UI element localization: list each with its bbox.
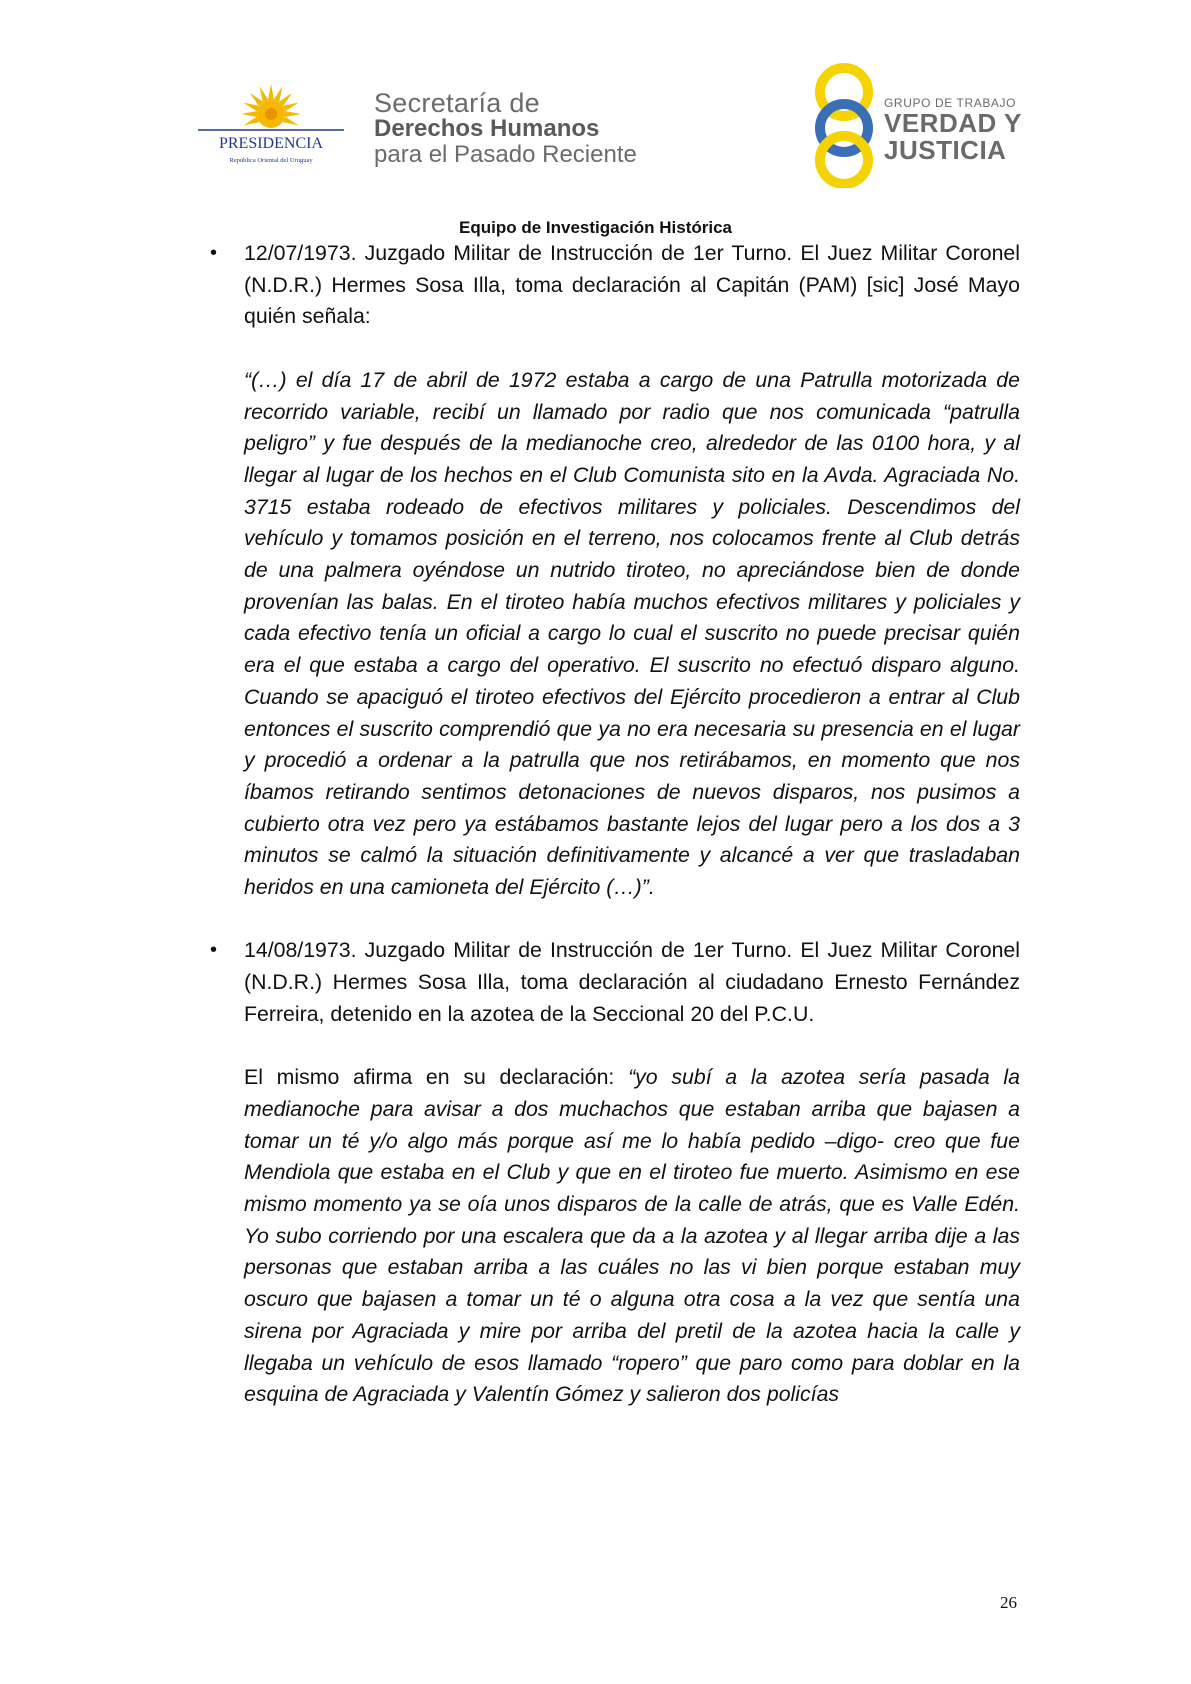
justicia-label: JUSTICIA [884, 135, 1007, 165]
secretaria-line-3: para el Pasado Reciente [374, 141, 637, 168]
presidencia-label: PRESIDENCIA [218, 135, 324, 152]
grupo-de-trabajo-label: GRUPO DE TRABAJO [884, 96, 1017, 110]
bullet-icon: • [210, 242, 218, 264]
entry-2-quote-lead: El mismo afirma en su declaración: [244, 1065, 629, 1090]
entry-2-quote-paragraph [244, 1062, 1020, 1411]
page-number: 26 [1000, 1593, 1017, 1612]
bullet-icon: • [210, 939, 218, 962]
republica-label: República Oriental del Uruguay [229, 157, 313, 164]
verdad-y-label: VERDAD Y [884, 108, 1022, 138]
entry-2-quote: “yo subí a la azotea sería pasada la medianoche para avisar a dos muchachos que estaban arriba que bajasen a tomar un té y/o algo más porque así me lo había pedido –digo- creo que fue Mendiola que estaba en el Club y que en el tiroteo fue muerto. Asimismo en ese mismo momento ya se oía unos disparos de la calle de atrás, que es Valle Edén. Yo subo corriendo por una escalera que da a la azotea y al llegar arriba dije a las personas que estaban arriba a las cuáles no las vi bien porque estaban muy oscuro que bajasen a tomar un té o alguna otra cosa a la vez que sentía una sirena por Agraciada y mire por arriba del pretil de la azotea hacia la calle y llegaba un vehículo de esos llamado “ropero” que paro como para doblar en la esquina de Agraciada y Valentín Gómez y salieron dos policías [244, 1065, 1020, 1407]
entry-1-quote: “(…) el día 17 de abril de 1972 estaba a cargo de una Patrulla motorizada de recorrido variable, recibí un llamado por radio que nos comunicada “patrulla peligro” y fue después de la medianoche creo, alrededor de las 0100 hora, y al llegar al lugar de los hechos en el Club Comunista sito en la Avda. Agraciada No. 3715 estaba rodeado de efectivos militares y policiales. Descendimos del vehículo y tomamos posición en el terreno, nos colocamos frente al Club detrás de una palmera oyéndose un nutrido tiroteo, no apreciándose bien de donde provenían las balas. En el tiroteo había muchos efectivos militares y policiales y cada efectivo tenía un oficial a cargo lo cual el suscrito no puede precisar quién era el que estaba a cargo del operativo. El suscrito no efectuó disparo alguno. Cuando se apaciguó el tiroteo efectivos del Ejército procedieron a entrar al Club entonces el suscrito comprendió que ya no era necesaria su presencia en el lugar y procedió a ordenar a la patrulla que nos retirábamos, en momento que nos íbamos retirando sentimos detonaciones de nuevos disparos, nos pusimos a cubierto otra vez pero ya estábamos bastante lejos del lugar pero a los dos a 3 minutos se calmó la situación definitivamente y alcancé a ver que trasladaban heridos en una camioneta del Ejército (…)”. [244, 367, 1020, 900]
entry-2-intro: 14/08/1973. Juzgado Militar de Instrucción de 1er Turno. El Juez Militar Coronel (N.D.R.) Hermes Sosa Illa, toma declaración al ciudadano Ernesto Fernández Ferreira, detenido en la azotea de la Seccional 20 del P.C.U. [244, 938, 1020, 1026]
entry-1 [210, 238, 1020, 904]
page-header [0, 0, 1191, 210]
document-body [210, 238, 1020, 1411]
document-subtitle: Equipo de Investigación Histórica [459, 218, 732, 237]
presidencia-sun-logo [196, 82, 346, 182]
entry-2 [210, 935, 1020, 1411]
secretaria-title [374, 90, 637, 168]
secretaria-line-1: Secretaría de [374, 88, 540, 118]
entry-1-intro: 12/07/1973. Juzgado Militar de Instrucción de 1er Turno. El Juez Militar Coronel (N.D.R.) Hermes Sosa Illa, toma declaración al Capitán (PAM) [sic] José Mayo quién señala: [244, 241, 1020, 329]
verdad-justicia-title [884, 96, 1022, 164]
secretaria-line-2: Derechos Humanos [374, 115, 600, 142]
